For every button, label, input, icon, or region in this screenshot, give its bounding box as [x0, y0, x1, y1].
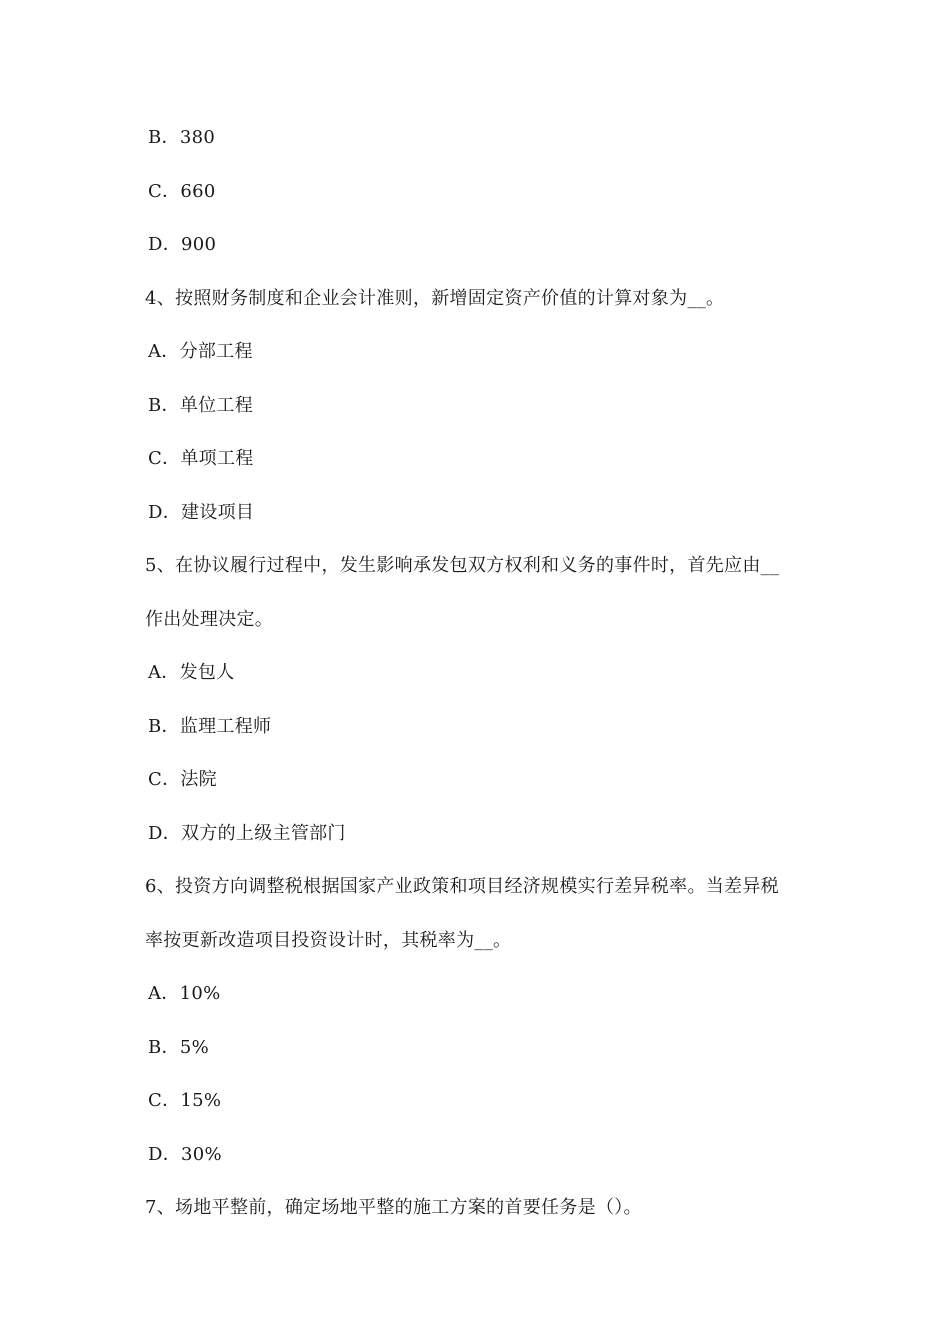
q3-option-b: B．380 [148, 127, 216, 148]
q3-option-d: D．900 [148, 234, 217, 255]
q6-option-d: D．30% [148, 1144, 222, 1165]
q4-option-d: D．建设项目 [148, 502, 255, 523]
q4-option-c: C．单项工程 [148, 448, 254, 469]
q5-option-d: D．双方的上级主管部门 [148, 823, 346, 844]
q5-option-c: C．法院 [148, 769, 217, 790]
q6-stem-line2: 率按更新改造项目投资设计时，其税率为__。 [145, 930, 512, 951]
q5-option-b: B．监理工程师 [148, 716, 272, 737]
q7-stem: 7、场地平整前，确定场地平整的施工方案的首要任务是（）。 [145, 1197, 642, 1218]
q4-option-b: B．单位工程 [148, 395, 254, 416]
q4-stem: 4、按照财务制度和企业会计准则，新增固定资产价值的计算对象为__。 [145, 288, 725, 309]
q6-option-a: A．10% [148, 983, 221, 1004]
q6-option-b: B．5% [148, 1037, 209, 1058]
q5-stem-line1: 5、在协议履行过程中，发生影响承发包双方权利和义务的事件时，首先应由__ [145, 555, 780, 576]
q5-option-a: A．发包人 [148, 662, 235, 683]
q4-option-a: A．分部工程 [148, 341, 253, 362]
q6-stem-line1: 6、投资方向调整税根据国家产业政策和项目经济规模实行差异税率。当差异税 [145, 876, 779, 897]
q5-stem-line2: 作出处理决定。 [145, 609, 274, 630]
q3-option-c: C．660 [148, 181, 216, 202]
q6-option-c: C．15% [148, 1090, 222, 1111]
